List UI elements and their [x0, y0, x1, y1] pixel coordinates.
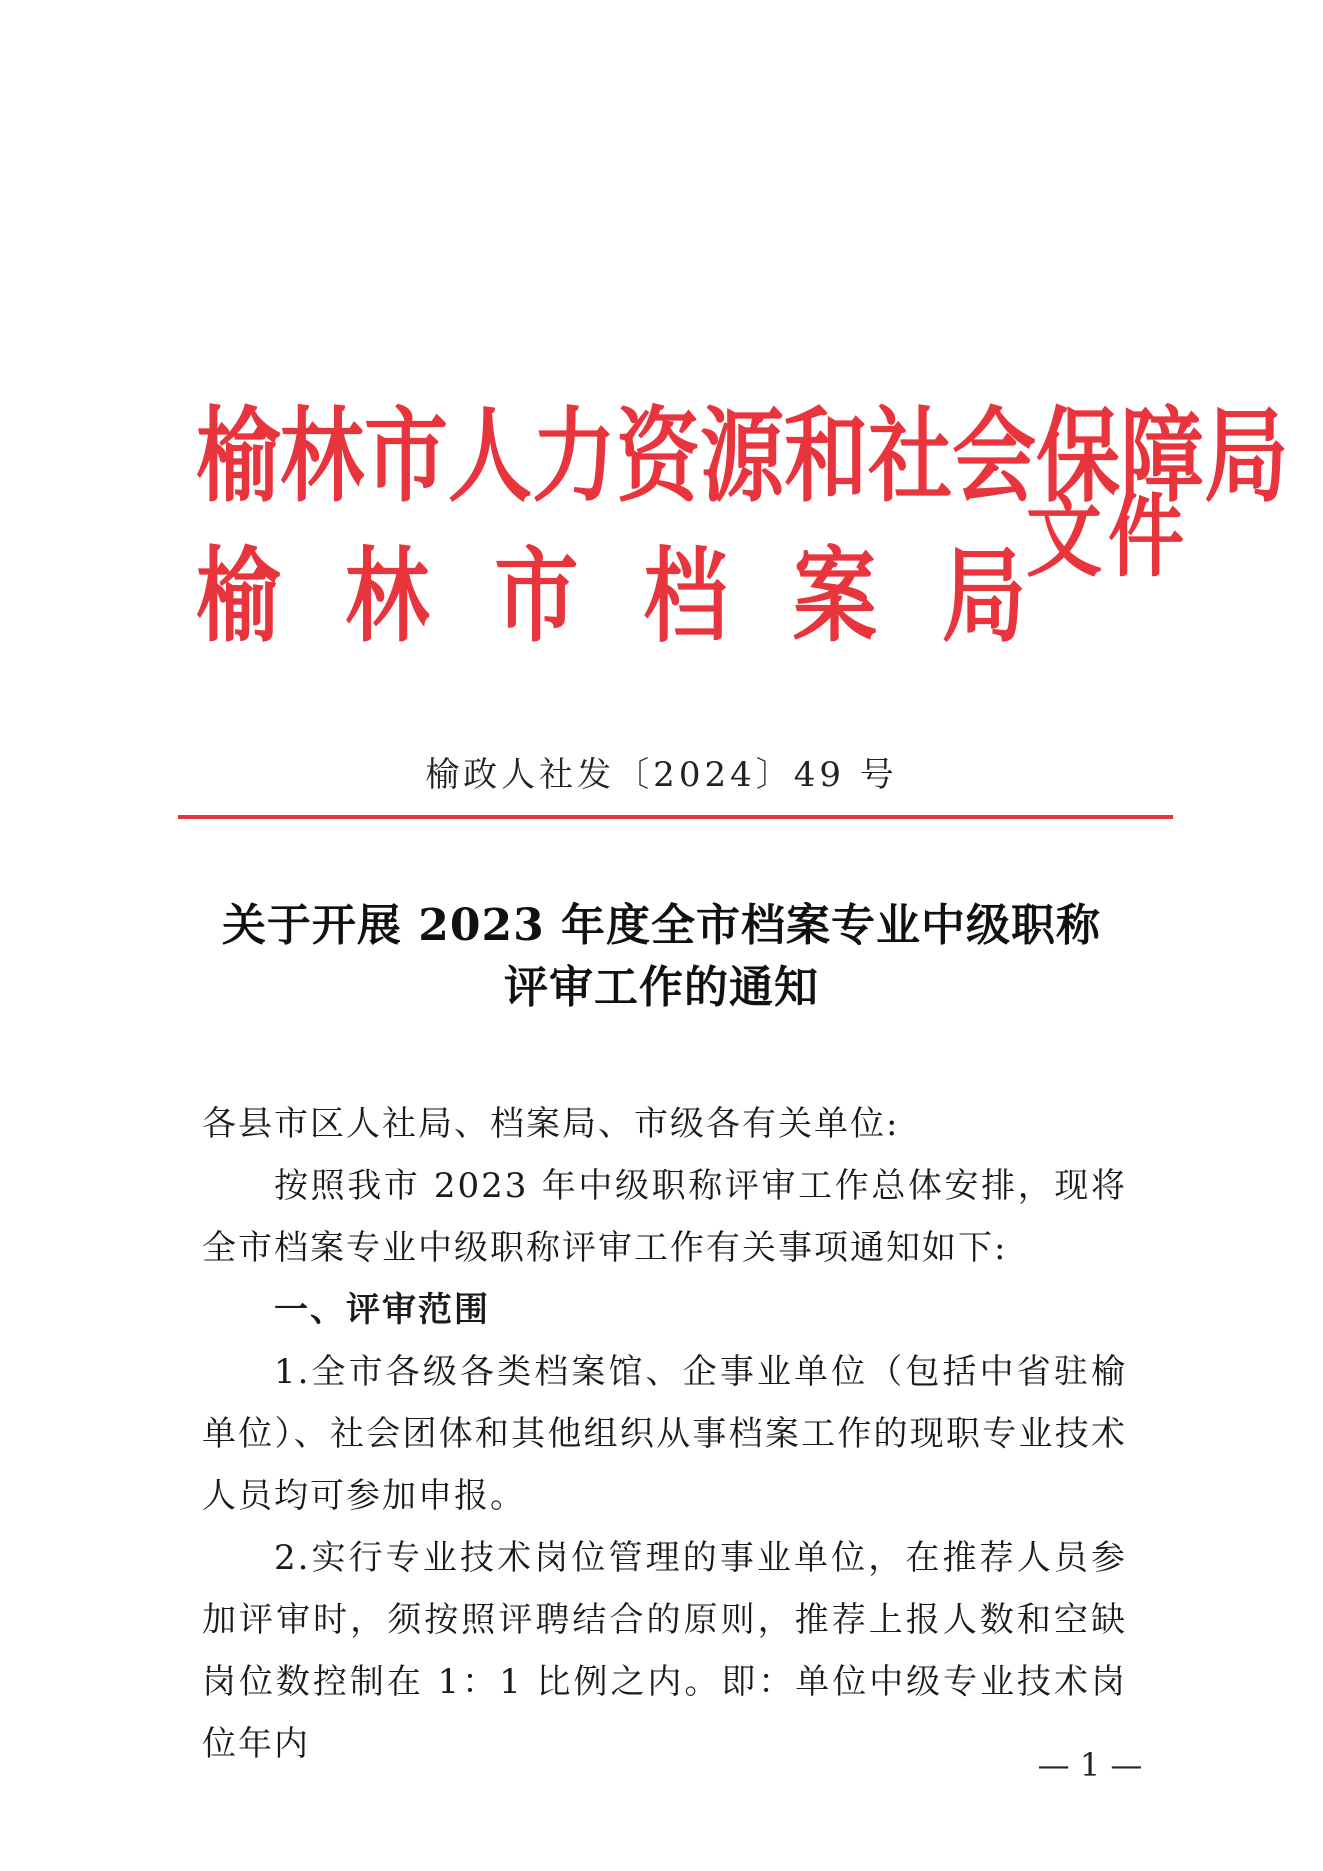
issuer-char: 榆: [196, 536, 281, 657]
issuer-char: 林: [280, 396, 365, 517]
page-number: — 1 —: [1037, 1746, 1143, 1784]
issuer-char: 市: [494, 536, 579, 657]
issuer-char: 局: [941, 536, 1026, 657]
issuer-char: 档: [643, 536, 728, 657]
issuer-char: 案: [792, 536, 877, 657]
document-title: [0, 895, 1323, 1019]
title-line-1: 关于开展 2023 年度全市档案专业中级职称: [221, 900, 1102, 951]
issuer-name-line-1: [196, 396, 1289, 517]
title-line-2: 评审工作的通知: [504, 962, 819, 1013]
issuer-char: 保: [1036, 396, 1121, 517]
section-heading-scope: 一、评审范围: [274, 1290, 490, 1330]
issuer-char: 和: [784, 396, 869, 517]
issuer-char: 林: [345, 536, 430, 657]
issuer-char: 局: [1204, 396, 1289, 517]
scope-item-2: 2.实行专业技术岗位管理的事业单位，在推荐人员参加评审时，须按照评聘结合的原则，推荐上报人数和空缺岗位数控制在 1：1 比例之内。即：单位中级专业技术岗位年内: [202, 1538, 1127, 1764]
scope-item-1: 1.全市各级各类档案馆、企事业单位（包括中省驻榆单位）、社会团体和其他组织从事档案工作的现职专业技术人员均可参加申报。: [202, 1352, 1127, 1516]
issuer-char: 会: [952, 396, 1037, 517]
issuer-char: 人: [448, 396, 533, 517]
salutation: 各县市区人社局、档案局、市级各有关单位:: [202, 1104, 900, 1144]
issuer-char: 资: [616, 396, 701, 517]
red-divider-line: [178, 815, 1173, 819]
issuer-char: 障: [1120, 396, 1205, 517]
document-body: [202, 1093, 1127, 1775]
issuer-char: 力: [532, 396, 617, 517]
issuer-name-line-2: [196, 536, 1026, 657]
document-number: 榆政人社发〔2024〕49 号: [425, 755, 898, 795]
issuer-char: 榆: [196, 396, 281, 517]
issuer-char: 源: [700, 396, 785, 517]
document-suffix: 文件: [1026, 483, 1190, 589]
issuer-char: 社: [868, 396, 953, 517]
intro-paragraph: 按照我市 2023 年中级职称评审工作总体安排，现将全市档案专业中级职称评审工作有关事项通知如下:: [202, 1166, 1127, 1268]
issuer-char: 市: [364, 396, 449, 517]
